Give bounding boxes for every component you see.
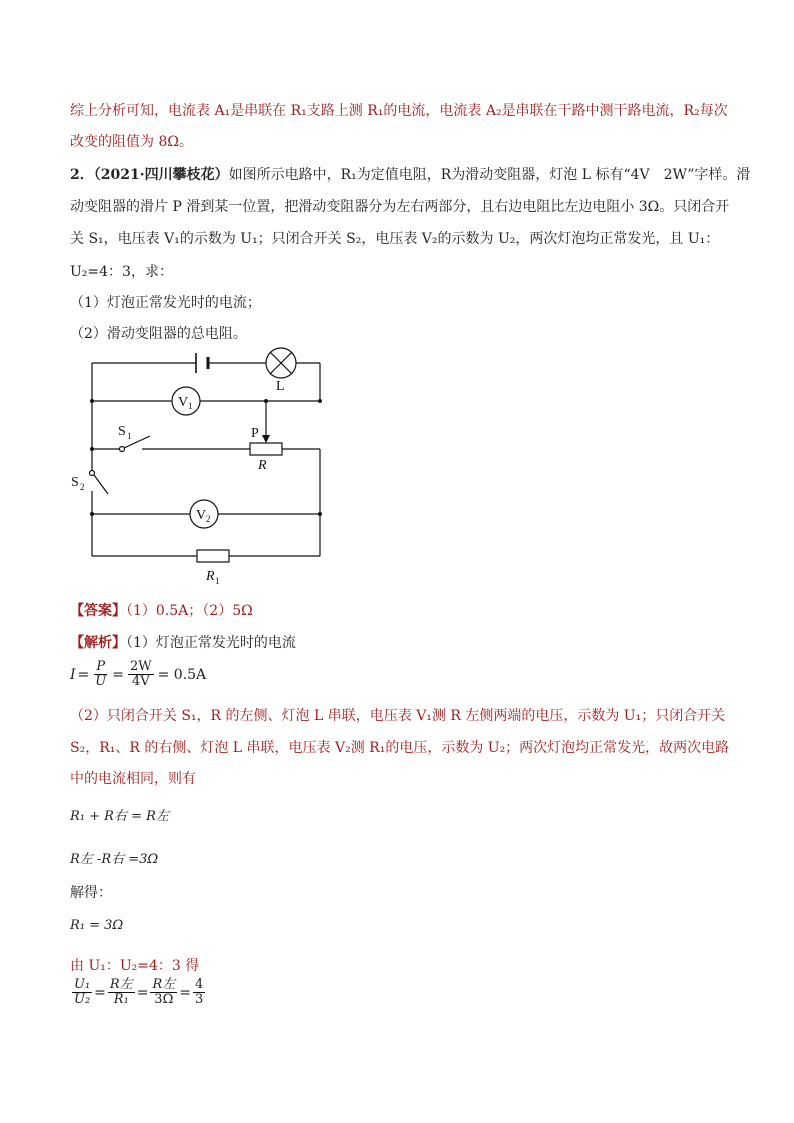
question-2: （2）滑动变阻器的总电阻。 (70, 326, 247, 342)
s2-sub: 2 (80, 482, 85, 492)
equation-difference: R左 -R右 =3Ω (70, 852, 159, 867)
analysis-tag: 【解析】 (70, 635, 126, 651)
equation-ratio: $\frac{\text{U₁}}{\text{U₂}}$ = $\frac{\text{R左}}{\text{R₁}}$ = $\frac{\text{R左}}{3\Omega}$ = $\frac{4}{3}$ (74, 977, 204, 1007)
v1-sub: 1 (188, 401, 193, 411)
problem-line-1-text: 如图所示电路中，R₁为定值电阻，R为滑动变阻器，灯泡 L 标有“4V 2W”字样。滑 (228, 167, 751, 183)
analysis-text: （1）灯泡正常发光时的电流 (126, 635, 296, 651)
eq1-result: = 0.5A (157, 666, 207, 683)
eq5-u2: U₂ (74, 992, 91, 1007)
slider-arrow-icon (262, 435, 270, 443)
summary-line-2: 改变的阻值为 8Ω。 (70, 134, 193, 150)
analysis-part2-line-1: （2）只闭合开关 S₁，R 的左侧、灯泡 L 串联，电压表 V₁测 R 左侧两端的电压，示数为 U₁；只闭合开关 (70, 708, 726, 724)
analysis-part2-line-2: S₂，R₁、R 的右侧、灯泡 L 串联，电压表 V₂测 R₁的电压，示数为 U₂；两次灯泡均正常发光，故两次电路 (70, 740, 730, 756)
v2-sub: 2 (206, 514, 211, 524)
solve-label: 解得： (70, 885, 112, 901)
eq5-rz: R左 (109, 977, 133, 992)
answer-text: （1）0.5A；（2）5Ω (126, 603, 253, 619)
summary-line-1: 综上分析可知，电流表 A₁是串联在 R₁支路上测 R₁的电流，电流表 A₂是串联在干路中测干路电流，R₂每次 (70, 103, 728, 119)
v2-label: V (196, 508, 207, 523)
answer-tag: 【答案】 (70, 603, 126, 619)
lamp-label: L (276, 379, 285, 394)
rheostat-label: R (258, 458, 267, 473)
eq5-frac-r3 (150, 978, 177, 1007)
eq5-rz2: R左 (152, 977, 176, 992)
equation-series: R₁ + R右 = R左 (70, 809, 169, 824)
r1-label: R (206, 569, 215, 584)
equation-current: I = $\frac{P}{U}$ = $\frac{2W}{4V}$ = 0.5A (70, 659, 207, 689)
eq1-frac-pu (93, 660, 108, 689)
eq1-den: 4V (131, 674, 150, 689)
eq5-d3b: 3 (194, 992, 204, 1007)
problem-line-3: 关 S₁，电压表 V₁的示数为 U₁；只闭合开关 S₂，电压表 V₂的示数为 U₂，两次灯泡均正常发光，且 U₁： (70, 231, 720, 247)
equation-r1: R₁ = 3Ω (70, 918, 124, 933)
slider-p-label: P (251, 426, 259, 441)
r1-sub: 1 (215, 576, 220, 586)
problem-line-4: U₂=4：3，求： (70, 264, 173, 280)
eq5-d3: 3Ω (154, 992, 174, 1007)
problem-source: 2．（2021·四川攀枝花） (70, 167, 229, 183)
eq1-p: P (96, 659, 106, 674)
v1-label: V (178, 395, 189, 410)
answer-line (70, 600, 253, 620)
eq5-u1: U₁ (74, 977, 91, 992)
problem-line-1 (70, 164, 750, 184)
s1-label: S (118, 424, 126, 439)
eq1-lhs: I (70, 666, 76, 683)
question-1: （1）灯泡正常发光时的电流； (70, 295, 261, 311)
eq5-r1: R₁ (113, 992, 129, 1007)
s2-label: S (71, 475, 79, 490)
s1-sub: 1 (127, 431, 132, 441)
analysis-part2-line-3: 中的电流相同，则有 (70, 771, 196, 787)
eq5-frac-r (108, 978, 135, 1007)
analysis-line (70, 632, 296, 652)
circuit-diagram (70, 340, 340, 590)
eq5-n4: 4 (194, 977, 204, 992)
ratio-intro: 由 U₁：U₂=4：3 得 (70, 958, 200, 974)
eq1-num: 2W (129, 659, 152, 674)
eq1-frac-values (128, 660, 154, 689)
eq5-frac-43 (193, 978, 205, 1007)
problem-line-2: 动变阻器的滑片 P 滑到某一位置，把滑动变阻器分为左右两部分，且右边电阻比左边电阻小 3Ω。只闭合开 (70, 199, 730, 215)
eq1-u: U (95, 674, 107, 689)
eq5-frac-u (72, 978, 92, 1007)
